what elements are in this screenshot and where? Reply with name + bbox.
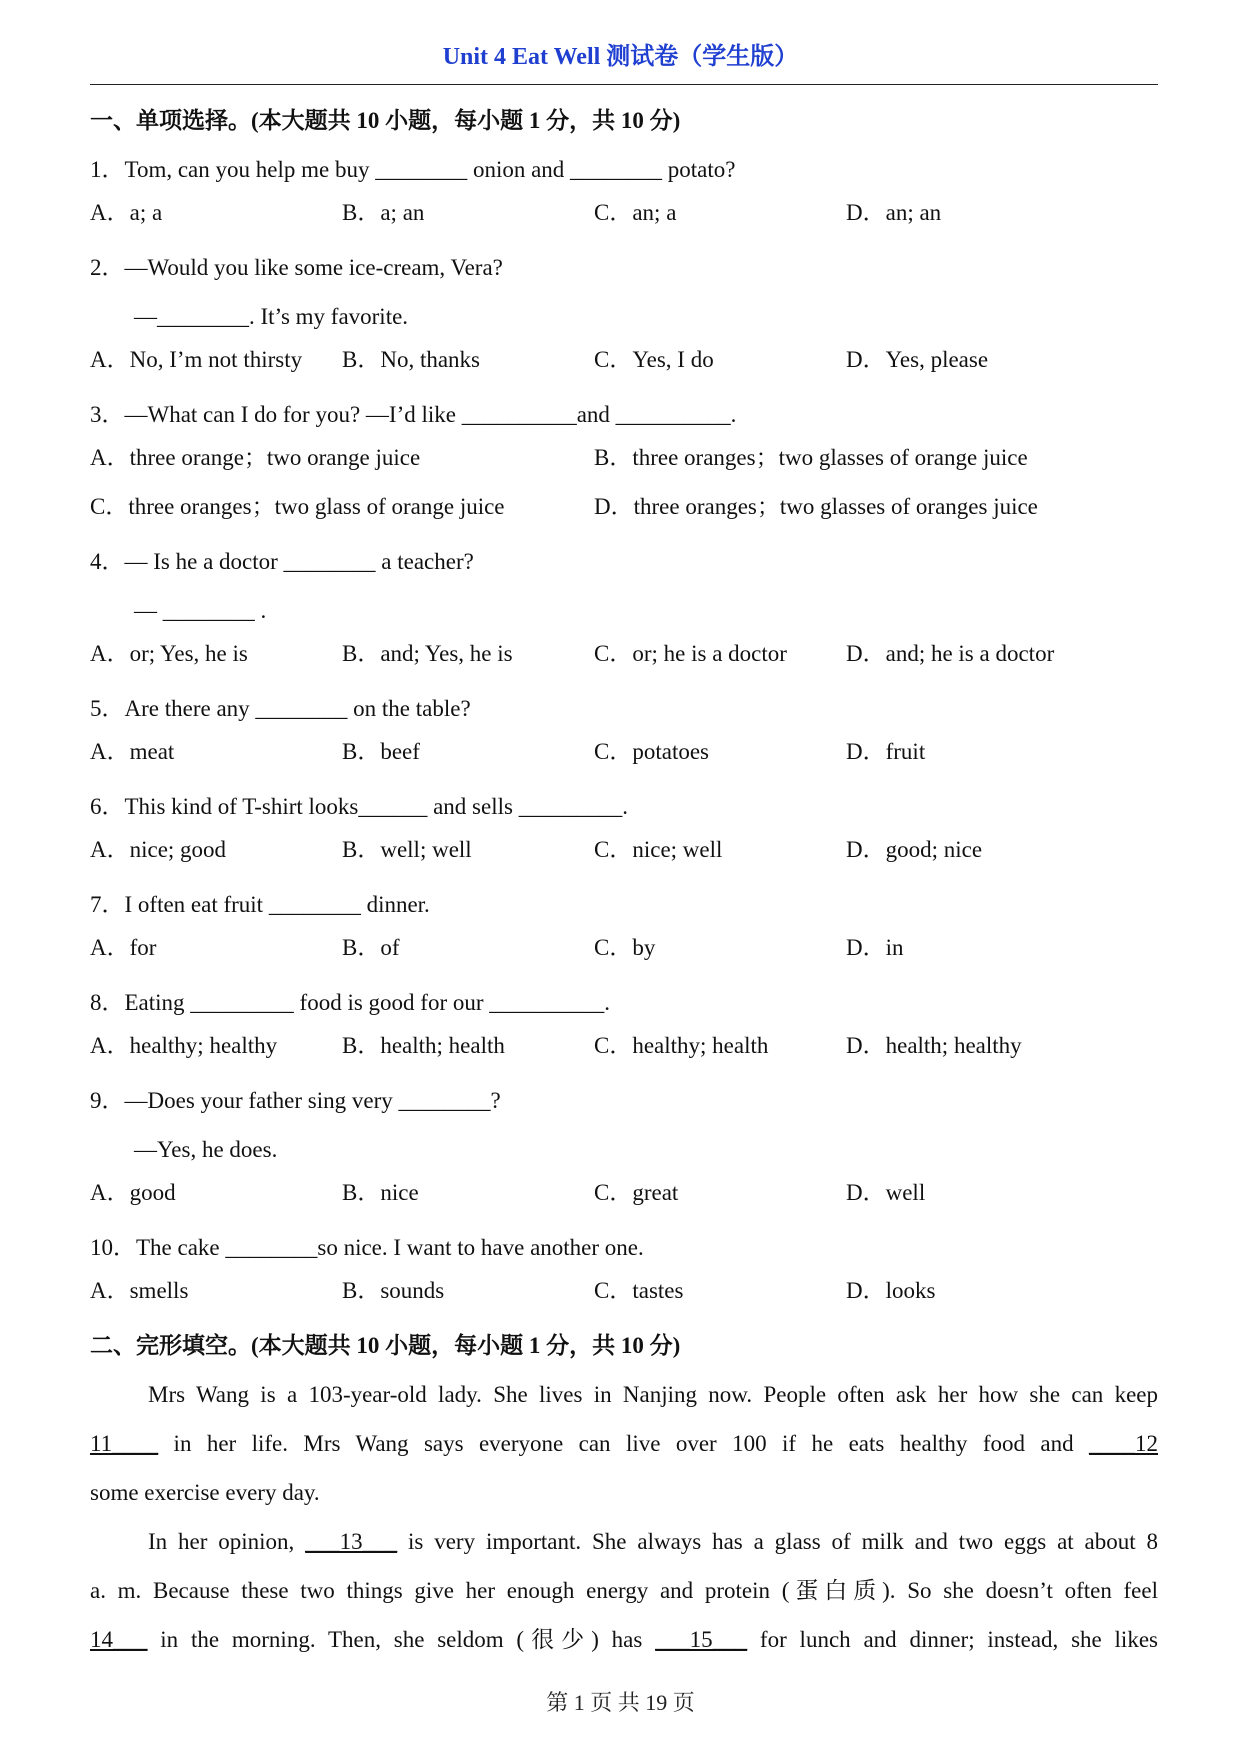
- question-stem: 7．I often eat fruit ________ dinner.: [90, 892, 430, 917]
- answer-option[interactable]: C．by: [594, 935, 656, 960]
- answer-option[interactable]: B．nice: [342, 1180, 419, 1205]
- answer-option[interactable]: D．fruit: [846, 739, 926, 764]
- paragraph-text: in the morning. Then, she seldom (很少) has: [147, 1627, 656, 1652]
- question-5: [90, 684, 1158, 782]
- question-9: [90, 1076, 1158, 1223]
- answer-options-row: [90, 488, 1158, 537]
- question-reply-line: — ________ .: [134, 598, 267, 623]
- paragraph-line: [90, 1615, 1158, 1664]
- answer-options-row: [90, 929, 1158, 978]
- document-body: [90, 96, 1158, 1664]
- answer-option[interactable]: D．an; an: [846, 200, 942, 225]
- answer-option[interactable]: A．for: [90, 935, 157, 960]
- cloze-blank-14[interactable]: 14___: [90, 1627, 148, 1652]
- answer-options-row: [90, 194, 1158, 243]
- answer-option[interactable]: A．a; a: [90, 200, 163, 225]
- answer-option[interactable]: D．Yes, please: [846, 347, 989, 372]
- answer-option[interactable]: A．No, I’m not thirsty: [90, 347, 303, 372]
- question-stem: 2．—Would you like some ice-cream, Vera?: [90, 255, 503, 280]
- page-footer: 第 1 页 共 19 页: [546, 1690, 695, 1715]
- paragraph-text: In her opinion,: [148, 1529, 306, 1554]
- answer-option[interactable]: D．three oranges；two glasses of oranges juice: [594, 494, 1038, 519]
- answer-option[interactable]: A．nice; good: [90, 837, 227, 862]
- paragraph-text: is very important. She always has a glass of milk and two eggs at about 8: [397, 1529, 1158, 1554]
- answer-option[interactable]: C．an; a: [594, 200, 677, 225]
- question-3: [90, 390, 1158, 537]
- answer-option[interactable]: D．and; he is a doctor: [846, 641, 1055, 666]
- cloze-blank-11[interactable]: 11____: [90, 1431, 159, 1456]
- answer-option[interactable]: C．or; he is a doctor: [594, 641, 787, 666]
- answer-options-row: [90, 1272, 1158, 1321]
- question-stem: 9．—Does your father sing very ________?: [90, 1088, 501, 1113]
- answer-option[interactable]: A．meat: [90, 739, 175, 764]
- question-list: [90, 145, 1158, 1321]
- question-stem: 4．— Is he a doctor ________ a teacher?: [90, 549, 474, 574]
- answer-options-row: [90, 1174, 1158, 1223]
- question-8: [90, 978, 1158, 1076]
- question-6: [90, 782, 1158, 880]
- answer-option[interactable]: B．a; an: [342, 200, 425, 225]
- answer-options-row: [90, 1027, 1158, 1076]
- header-divider: [90, 84, 1158, 85]
- question-2: [90, 243, 1158, 390]
- answer-option[interactable]: D．well: [846, 1180, 926, 1205]
- question-stem: 8．Eating _________ food is good for our __________.: [90, 990, 611, 1015]
- question-reply-line: —Yes, he does.: [134, 1137, 278, 1162]
- answer-option[interactable]: A．smells: [90, 1278, 189, 1303]
- answer-option[interactable]: C．healthy; health: [594, 1033, 769, 1058]
- question-stem: 5．Are there any ________ on the table?: [90, 696, 471, 721]
- answer-options-row: [90, 341, 1158, 390]
- answer-option[interactable]: D．in: [846, 935, 904, 960]
- question-stem: 3．—What can I do for you? —I’d like __________and __________.: [90, 402, 737, 427]
- paragraph-text: for lunch and dinner; instead, she likes: [747, 1627, 1158, 1652]
- answer-option[interactable]: B．well; well: [342, 837, 472, 862]
- question-7: [90, 880, 1158, 978]
- question-reply-line: —________. It’s my favorite.: [134, 304, 409, 329]
- paragraph-text: in her life. Mrs Wang says everyone can live over 100 if he eats healthy food and: [158, 1431, 1089, 1456]
- answer-option[interactable]: D．health; healthy: [846, 1033, 1022, 1058]
- answer-option[interactable]: A．or; Yes, he is: [90, 641, 248, 666]
- question-stem: 10．The cake ________so nice. I want to have another one.: [90, 1235, 644, 1260]
- paragraph-line: [90, 1419, 1158, 1468]
- answer-option[interactable]: C．nice; well: [594, 837, 723, 862]
- answer-option[interactable]: B．No, thanks: [342, 347, 480, 372]
- cloze-blank-12[interactable]: ____12: [1089, 1431, 1158, 1456]
- answer-options-row: [90, 439, 1158, 488]
- cloze-paragraph-1: [90, 1370, 1158, 1517]
- question-10: [90, 1223, 1158, 1321]
- paragraph-line: Mrs Wang is a 103-year-old lady. She lives in Nanjing now. People often ask her how she can keep: [148, 1382, 1158, 1407]
- answer-options-row: [90, 831, 1158, 880]
- answer-option[interactable]: D．looks: [846, 1278, 936, 1303]
- question-1: [90, 145, 1158, 243]
- answer-option[interactable]: C．Yes, I do: [594, 347, 714, 372]
- answer-option[interactable]: C．great: [594, 1180, 679, 1205]
- paragraph-line: some exercise every day.: [90, 1480, 320, 1505]
- answer-option[interactable]: B．of: [342, 935, 400, 960]
- answer-option[interactable]: A．good: [90, 1180, 176, 1205]
- answer-option[interactable]: D．good; nice: [846, 837, 983, 862]
- answer-option[interactable]: B．health; health: [342, 1033, 505, 1058]
- answer-option[interactable]: B．sounds: [342, 1278, 445, 1303]
- answer-option[interactable]: B．three oranges；two glasses of orange juice: [594, 445, 1028, 470]
- answer-option[interactable]: B．and; Yes, he is: [342, 641, 513, 666]
- question-stem: 1．Tom, can you help me buy ________ onion and ________ potato?: [90, 157, 736, 182]
- section-heading-cloze: 二、完形填空。(本大题共 10 小题，每小题 1 分，共 10 分): [90, 1333, 681, 1358]
- paragraph-line: a. m. Because these two things give her enough energy and protein (蛋白质). So she doesn’t often feel: [90, 1578, 1158, 1603]
- answer-option[interactable]: C．three oranges；two glass of orange juice: [90, 494, 505, 519]
- answer-option[interactable]: C．tastes: [594, 1278, 684, 1303]
- answer-option[interactable]: A．healthy; healthy: [90, 1033, 278, 1058]
- question-stem: 6．This kind of T-shirt looks______ and sells _________.: [90, 794, 628, 819]
- cloze-blank-13[interactable]: ___13___: [305, 1529, 398, 1554]
- answer-option[interactable]: B．beef: [342, 739, 420, 764]
- answer-options-row: [90, 635, 1158, 684]
- cloze-paragraph-2: [90, 1517, 1158, 1664]
- paragraph-line: [90, 1517, 1158, 1566]
- answer-option[interactable]: C．potatoes: [594, 739, 709, 764]
- answer-option[interactable]: A．three orange；two orange juice: [90, 445, 421, 470]
- answer-options-row: [90, 733, 1158, 782]
- page-title: Unit 4 Eat Well 测试卷（学生版）: [442, 44, 799, 70]
- cloze-blank-15[interactable]: ___15___: [655, 1627, 748, 1652]
- section-heading-single-choice: 一、单项选择。(本大题共 10 小题，每小题 1 分，共 10 分): [90, 108, 681, 133]
- question-4: [90, 537, 1158, 684]
